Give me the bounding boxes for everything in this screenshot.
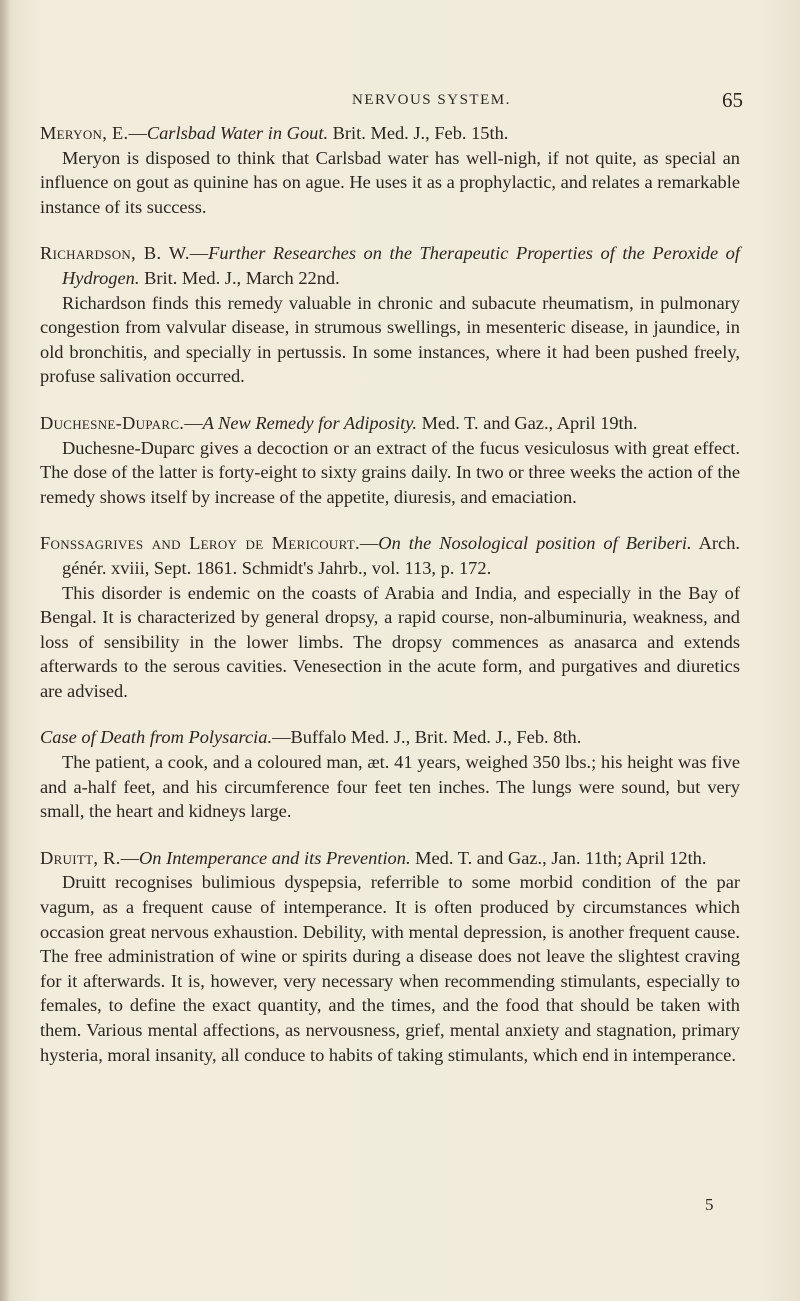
entry-body: Duchesne-Duparc gives a decoction or an extract of the fucus vesiculosus with great effect. The dose of the latter is forty-eight to sixty grains daily. In two or three weeks the action of the remedy shows itself by increase of the appetite, diuresis, and emaciation. <box>40 437 740 507</box>
entry-title: On Intemperance and its Prevention. <box>139 847 411 868</box>
page-gutter-shadow <box>0 0 10 1301</box>
entry-author: Druitt, R. <box>40 847 121 868</box>
entry-body: Druitt recognises bulimious dyspepsia, referrible to some morbid condition of the par vagum, as a frequent cause of intemperance. It is often produced by circumstances which occasion great nervous exhaustion. Debility, with mental depression, is another frequent cause. The free administration of wine or spirits during a disease does not leave the slightest craving for it afterwards. It is, however, very necessary when recommending stimulants, especially to females, to define the exact quantity, and the times, and the food that should be taken with them. Various mental affections, as nervousness, grief, mental anxiety and stagnation, primary hysteria, moral insanity, all conduce to habits of taking stimulants, which end in intemperance. <box>40 872 740 1065</box>
entry-druitt <box>40 846 740 1067</box>
entry-source: Brit. Med. J., Feb. 15th. <box>332 123 509 143</box>
entry-source: Brit. Med. J., March 22nd. <box>144 267 340 288</box>
entry-title: Case of Death from Polysarcia. <box>40 727 273 748</box>
entry-title: Carlsbad Water in Gout. <box>146 123 329 143</box>
entry-source: Buffalo Med. J., Brit. Med. J., Feb. 8th. <box>290 727 582 748</box>
page-text <box>40 121 740 1089</box>
entry-polysarcia <box>40 725 740 823</box>
entry-richardson <box>40 241 740 389</box>
entry-title: Further Researches on the Therapeutic Properties of the Peroxide of Hydrogen. <box>62 243 740 288</box>
entry-author: Fonssagrives and Leroy de Mericourt. <box>40 533 360 554</box>
entry-citation: Duchesne-Duparc.—A New Remedy for Adiposity. Med. T. and Gaz., April 19th. <box>40 412 638 433</box>
entry-body: The patient, a cook, and a coloured man, æt. 41 years, weighed 350 lbs.; his height was five and a-half feet, and his circumference four feet ten inches. The lungs were sound, but very small, the heart and kidneys large. <box>40 752 740 822</box>
entry-source: Arch. génér. xviii, Sept. 1861. Schmidt's Jahrb., vol. 113, p. 172. <box>62 533 740 578</box>
entry-source: Med. T. and Gaz., April 19th. <box>421 412 638 433</box>
entry-citation: Meryon, E.—Carlsbad Water in Gout. Brit. Med. J., Feb. 15th. <box>40 123 509 143</box>
entry-source: Med. T. and Gaz., Jan. 11th; April 12th. <box>415 847 707 868</box>
entry-meryon <box>40 121 740 219</box>
entry-body: Richardson finds this remedy valuable in chronic and subacute rheumatism, in pulmonary congestion from valvular disease, in strumous swellings, in mesenteric disease, in jaundice, in old bronchitis, and specially in pertussis. In some instances, where it had been pushed freely, profuse salivation occurred. <box>40 292 740 387</box>
entry-citation: Richardson, B. W.—Further Researches on the Therapeutic Properties of the Peroxide of Hydrogen. Brit. Med. J., March 22nd. <box>40 243 740 288</box>
entry-body: This disorder is endemic on the coasts of Arabia and India, and especially in the Bay of Bengal. It is characterized by general dropsy, a rapid course, non-albuminuria, weakness, and loss of sensibility in the lower limbs. The dropsy commences as anasarca and extends afterwards to the serous cavities. Venesection in the acute form, and purgatives and diuretics are advised. <box>40 582 740 701</box>
entry-author: Duchesne-Duparc. <box>40 412 185 433</box>
running-header <box>0 88 800 118</box>
entry-title: A New Remedy for Adiposity. <box>202 412 417 433</box>
page-number: 65 <box>722 88 743 112</box>
entry-citation: Druitt, R.—On Intemperance and its Prevention. Med. T. and Gaz., Jan. 11th; April 12th. <box>40 847 707 868</box>
entry-citation: Case of Death from Polysarcia.—Buffalo Med. J., Brit. Med. J., Feb. 8th. <box>40 727 582 748</box>
entry-duchesne-duparc <box>40 411 740 509</box>
entry-author: Richardson, B. W. <box>40 243 190 264</box>
running-title: NERVOUS SYSTEM. <box>352 92 511 108</box>
signature-mark: 5 <box>705 1195 714 1214</box>
entry-citation: Fonssagrives and Leroy de Mericourt.—On the Nosological position of Beriberi. Arch. génér. xviii, Sept. 1861. Schmidt's Jahrb., vol. 113, p. 172. <box>40 533 740 578</box>
entry-body: Meryon is disposed to think that Carlsbad water has well-nigh, if not quite, as special an influence on gout as quinine has on ague. He uses it as a prophylactic, and relates a remarkable instance of its success. <box>40 147 740 217</box>
entry-author: Meryon, E. <box>40 123 129 143</box>
entry-title: On the Nosological position of Beriberi. <box>378 533 692 554</box>
entry-fonssagrives <box>40 531 740 703</box>
